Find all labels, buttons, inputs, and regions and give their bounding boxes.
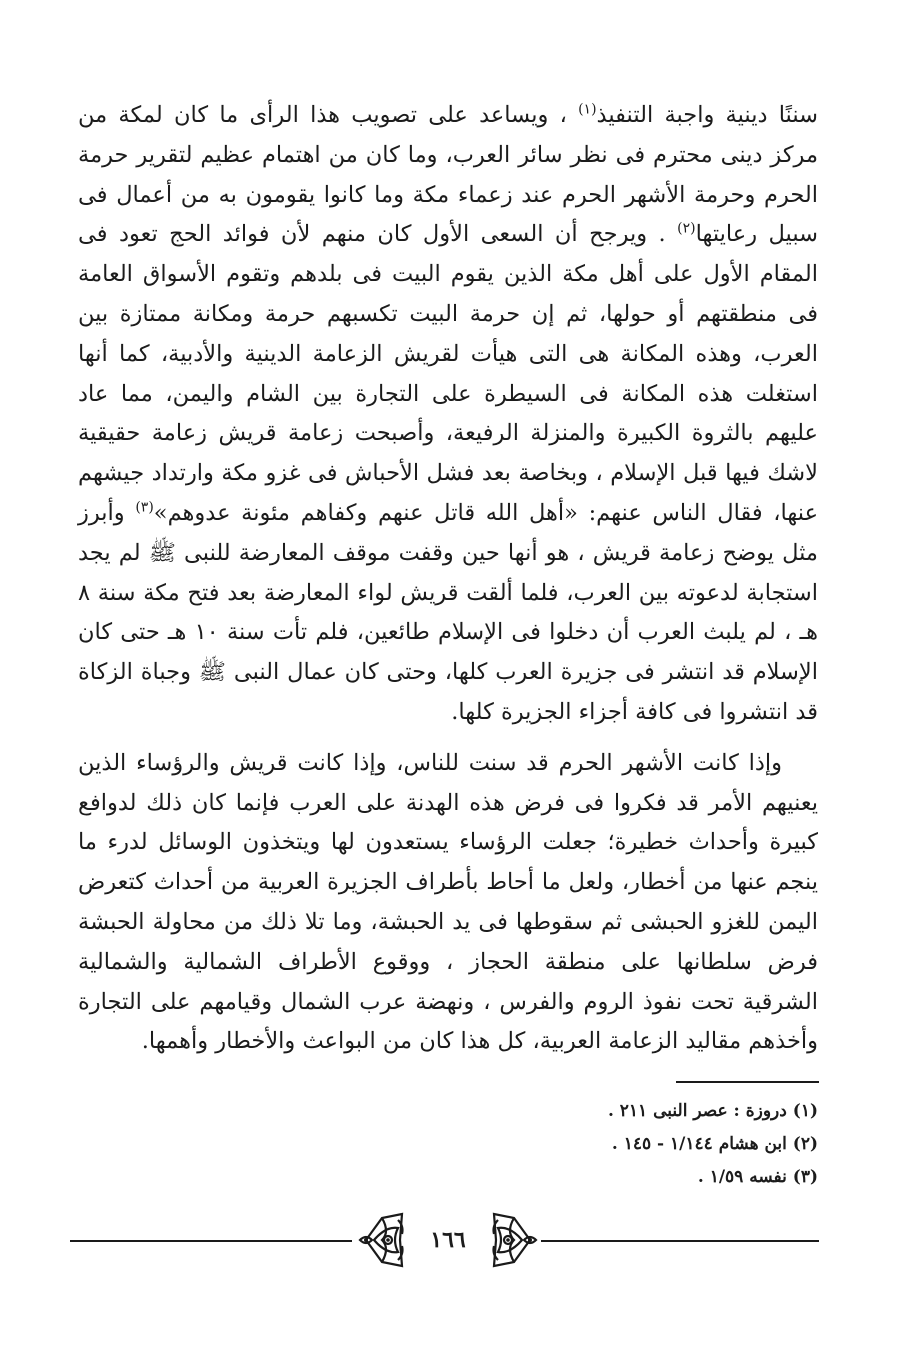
footnotes	[500, 1095, 818, 1194]
footer-rule-left	[70, 1240, 352, 1242]
footnote-ref-2[interactable]: (٢)	[677, 220, 696, 237]
footnote-ref-3[interactable]: (٣)	[135, 499, 154, 516]
footer-rule-right	[541, 1240, 819, 1242]
paragraph-1-part-3: . ويرجح أن السعى الأول كان منهم لأن فوائد الحج تعود فى المقام الأول على أهل مكة الذين يقوم البيت فى بلدهم وتقوم الأسواق العامة فى منطقتهم أو حولها، ثم إن حرمة البيت تكسبهم حرمة ومكانة ممتازة بين العرب، وهذه المكانة هى التى هيأت لقريش الزعامة الدينية والأدبية، كما أنها استغلت هذه المكانة فى السيطرة على التجارة بين الشام واليمن، مما عاد عليهم بالثروة الكبيرة والمنزلة الرفيعة، وأصبحت زعامة قريش زعامة حقيقية لاشك فيها قبل الإسلام ، وبخاصة بعد فشل الأحباش فى غزو مكة وارتداد جيشهم عنها، فقال الناس عنهم: «أهل الله قاتل عنهم وكفاهم مئونة عدوهم»	[78, 221, 818, 526]
paragraph-1-end: وأبرز مثل يوضح زعامة قريش ، هو أنها حين وقفت موقف المعارضة للنبى ﷺ لم يجد استجابة لدعوته بين العرب، فلما ألقت قريش لواء المعارضة بعد فتح مكة سنة ٨ هـ ، لم يلبث العرب أن دخلوا فى الإسلام طائعين، فلم تأت سنة ١٠ هـ حتى كان الإسلام قد انتشر فى جزيرة العرب كلها، وحتى كان عمال النبى ﷺ وجباة الزكاة قد انتشروا فى كافة أجزاء الجزيرة كلها.	[78, 499, 818, 725]
footnote-2: (٢) ابن هشام ١/١٤٤ - ١٤٥ .	[611, 1134, 818, 1154]
footnote-1: (١) دروزة : عصر النبى ٢١١ .	[607, 1101, 818, 1121]
paragraph-2: وإذا كانت الأشهر الحرم قد سنت للناس، وإذا كانت قريش والرؤساء الذين يعنيهم الأمر قد فكروا فى فرض هذه الهدنة على العرب فإنما كان ذلك لدوافع كبيرة وأحداث خطيرة؛ جعلت الرؤساء يستعدون لها ويتخذون الوسائل لدرء ما ينجم عنها من أخطار، ولعل ما أحاط بأطراف الجزيرة العربية من أحداث كتعرض اليمن للغزو الحبشى ثم سقوطها فى يد الحبشة، وما تلا ذلك من محاولة الحبشة فرض سلطانها على منطقة الحجاز ، ووقوع الأطراف الشمالية والشمالية الشرقية تحت نفوذ الروم والفرس ، ونهضة عرب الشمال وقيامهم على التجارة وأخذهم مقاليد الزعامة العربية، كل هذا كان من البواعث والأخطار وأهمها.	[78, 749, 818, 1055]
paragraph-1-start: سننًا دينية واجبة التنفيذ	[596, 102, 818, 128]
footnote-3: (٣) نفسه ١/٥٩ .	[697, 1167, 818, 1187]
main-text	[78, 96, 818, 1062]
footnote-ref-1[interactable]: (١)	[578, 101, 597, 118]
footnote-separator	[676, 1081, 819, 1083]
paragraph-1	[78, 96, 818, 733]
page-number: ١٦٦	[430, 1227, 466, 1253]
paragraph-1-part-2: ، ويساعد على تصويب هذا الرأى ما كان لمكة من مركز دينى محترم فى نظر سائر العرب، وما كان من اهتمام عظيم لتقرير حرمة الحرم وحرمة الأشهر الحرم عند زعماء مكة وما كانوا يقومون به من أعمال فى سبيل رعايتها	[78, 102, 818, 248]
